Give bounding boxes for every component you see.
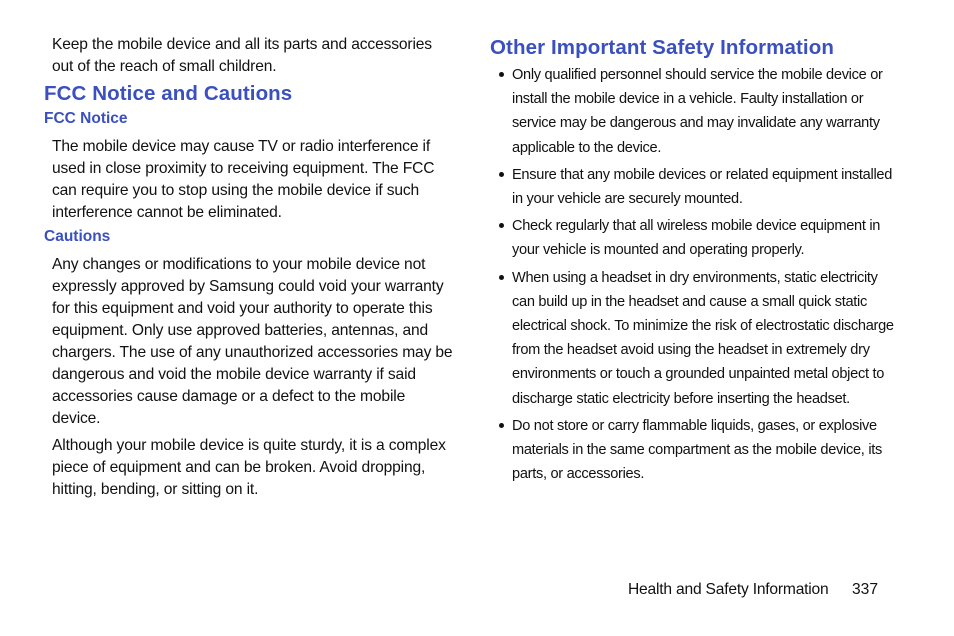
bullet-text: Do not store or carry flammable liquids, gases, or explosive materials in the same compartment as the mobile device, its parts, or accessories. [512,417,883,483]
bullet-icon [499,223,504,228]
bullet-icon [499,72,504,77]
list-item [490,414,900,487]
safety-heading: Other Important Safety Information [490,36,834,59]
page-number: 337 [852,581,879,598]
left-column [44,34,454,501]
safety-bullet-list [490,63,900,486]
bullet-text: Check regularly that all wireless mobile device equipment in your vehicle is mounted and operating properly. [512,218,881,259]
list-item [490,63,900,160]
footer-section-title: Health and Safety Information [628,581,829,598]
fcc-heading: FCC Notice and Cautions [44,82,293,105]
right-column [490,34,900,489]
list-item [490,163,900,211]
cautions-paragraph-1: Any changes or modifications to your mobile device not expressly approved by Samsung could void your warranty for this equipment and void your authority to operate this equipment. Only use approved batteries, antennas, and chargers. The use of any unauthorized accessories may be dangerous and void the mobile device warranty if said accessories cause damage or a defect to the mobile device. [52,256,453,427]
cautions-paragraph-2: Although your mobile device is quite sturdy, it is a complex piece of equipment and can be broken. Avoid dropping, hitting, bending, or sitting on it. [52,437,446,498]
cautions-subheading: Cautions [44,228,111,245]
fcc-notice-subheading: FCC Notice [44,110,128,127]
bullet-text: Only qualified personnel should service the mobile device or install the mobile device in a vehicle. Faulty installation or service may be dangerous and may invalidate any warranty applicable to the device. [512,67,883,156]
bullet-icon [499,423,504,428]
list-item [490,266,900,411]
bullet-icon [499,172,504,177]
list-item [490,214,900,262]
bullet-text: When using a headset in dry environments, static electricity can build up in the headset and cause a small quick static electrical shock. To minimize the risk of electrostatic discharge from the headset avoid using the headset in extremely dry environments or touch a grounded unpainted metal object to discharge static electricity before inserting the headset. [512,269,894,407]
fcc-notice-paragraph: The mobile device may cause TV or radio interference if used in close proximity to receiving equipment. The FCC can require you to stop using the mobile device if such interference cannot be eliminated. [52,138,435,221]
intro-paragraph: Keep the mobile device and all its parts and accessories out of the reach of small children. [52,36,432,75]
bullet-text: Ensure that any mobile devices or related equipment installed in your vehicle are securely mounted. [512,166,893,208]
page-footer [0,579,954,601]
bullet-icon [499,275,504,280]
